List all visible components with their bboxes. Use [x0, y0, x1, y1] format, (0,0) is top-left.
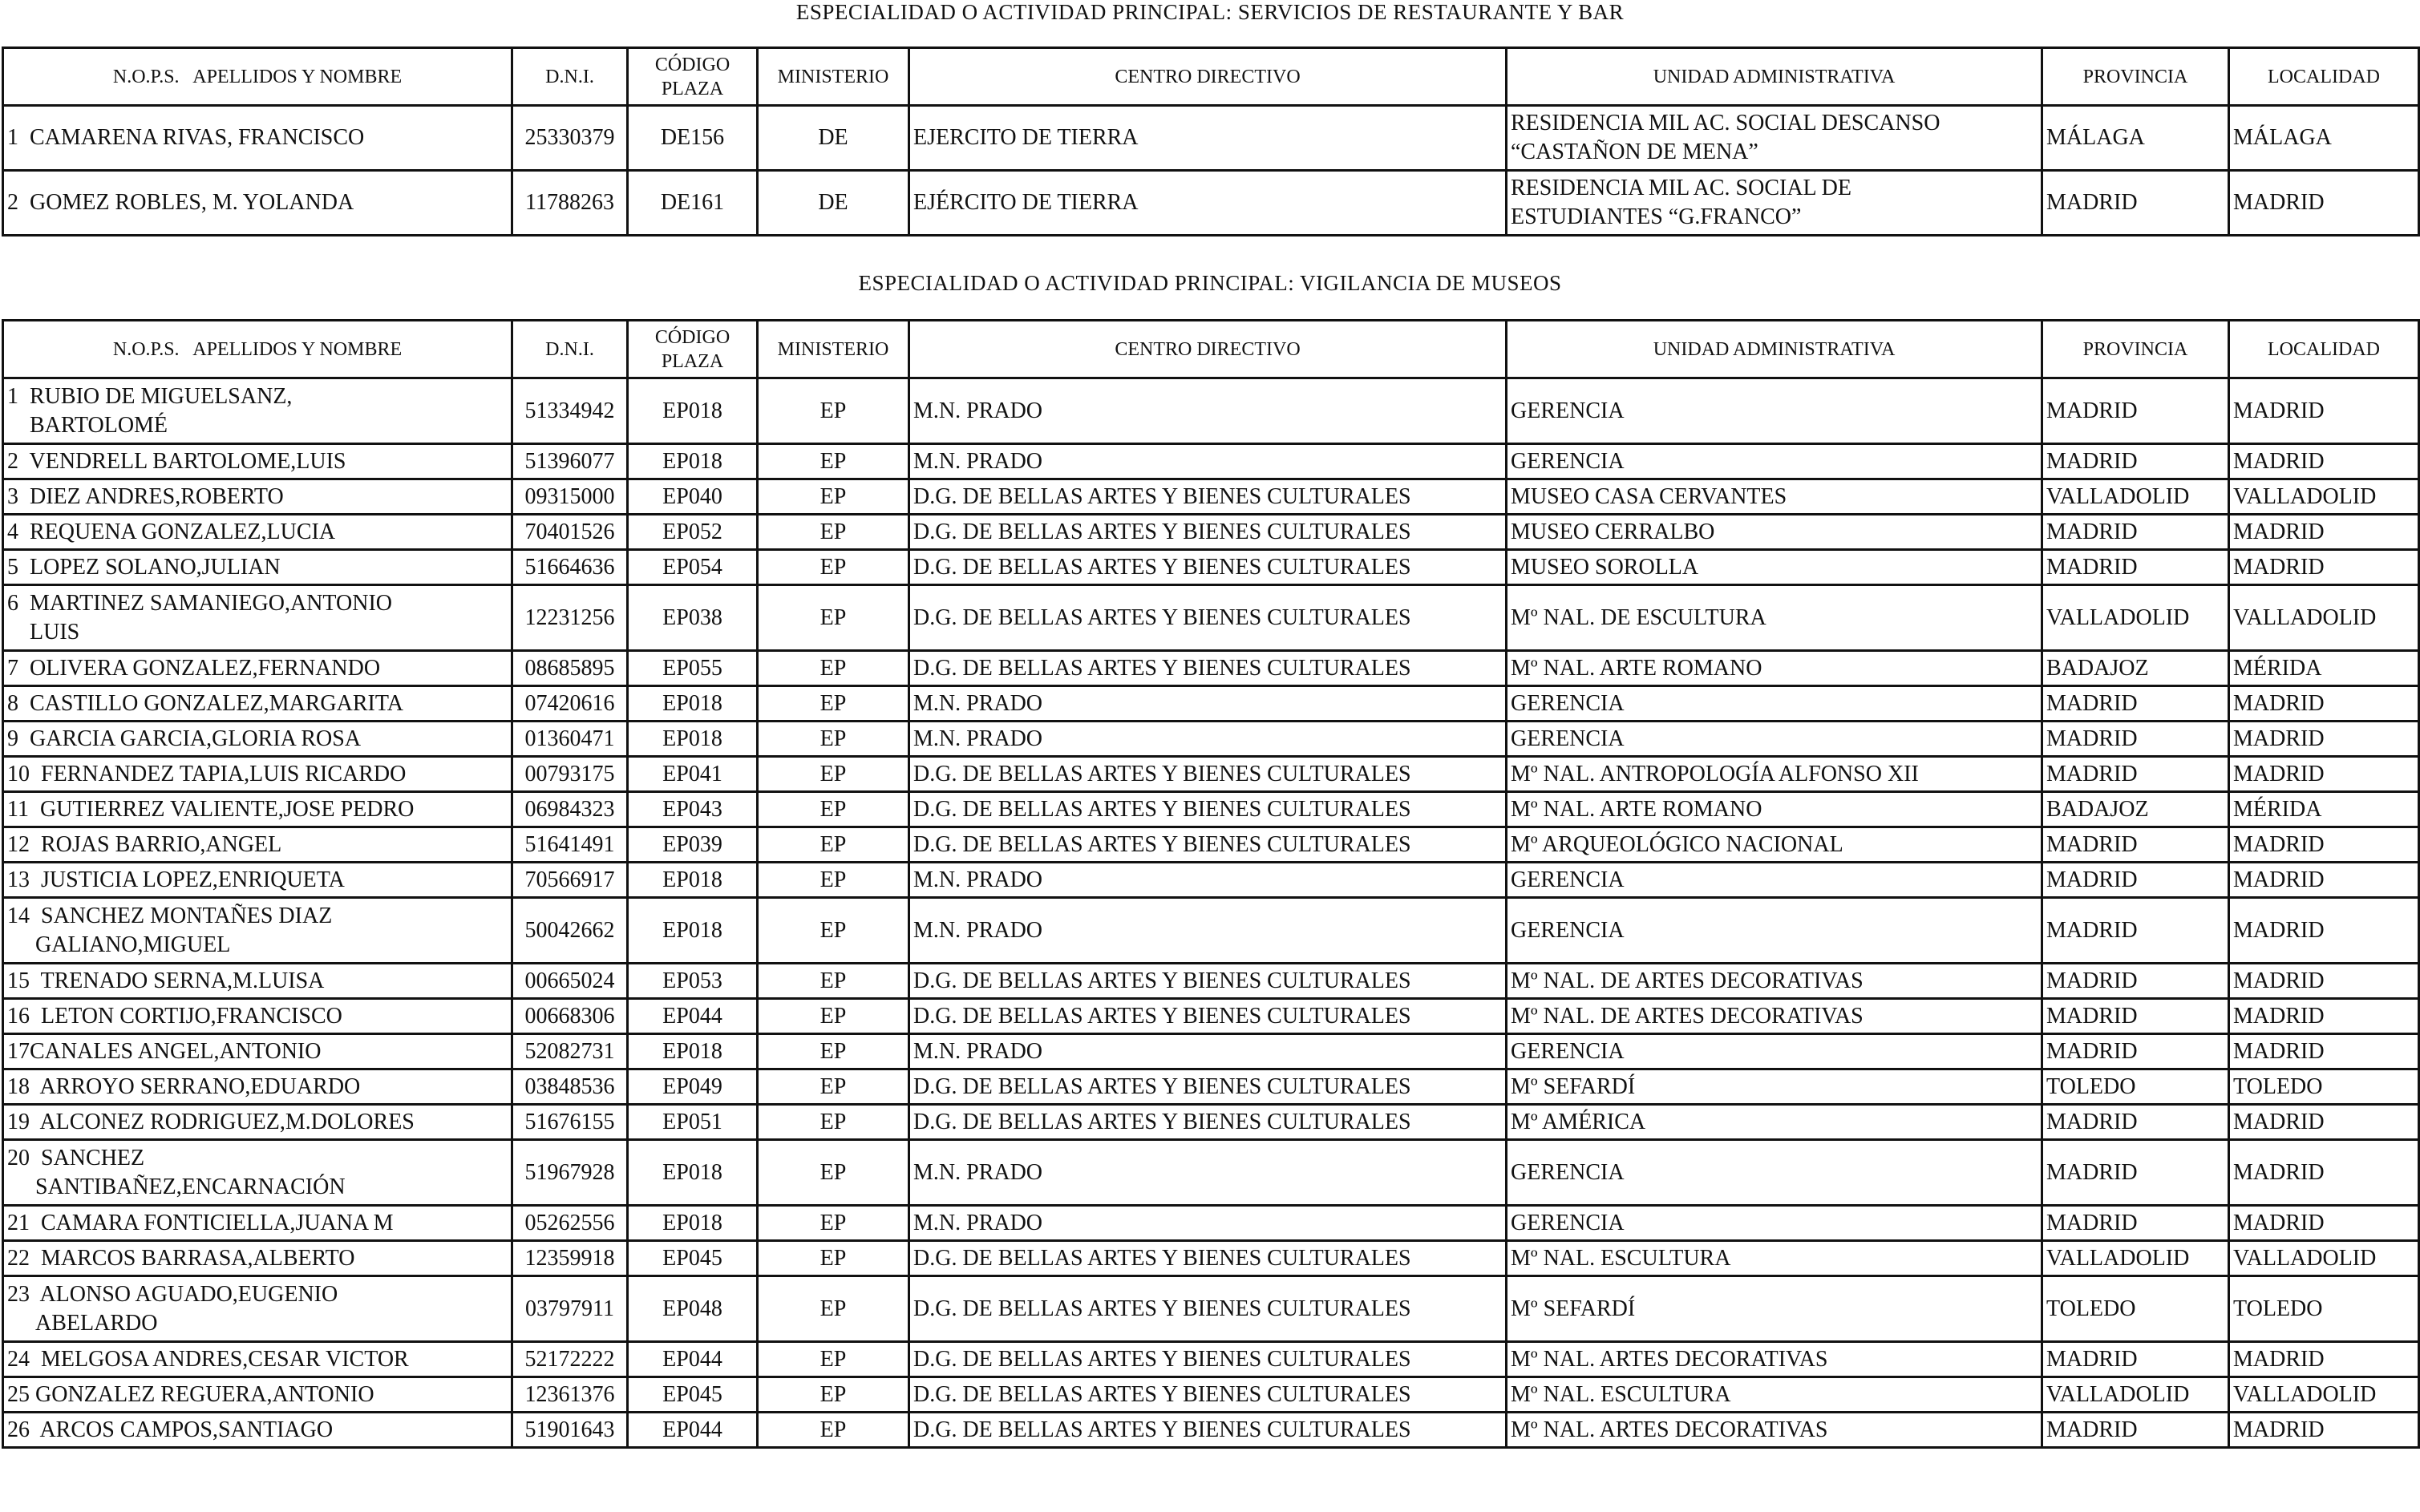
cell-codigo: EP018 [628, 898, 758, 964]
cell-dni: 12231256 [512, 585, 628, 651]
cell-centro: M.N. PRADO [909, 686, 1507, 722]
cell-provincia: VALLADOLID [2042, 479, 2229, 515]
cell-localidad: VALLADOLID [2229, 479, 2419, 515]
cell-ministerio: EP [758, 1413, 909, 1448]
cell-ministerio: DE [758, 106, 909, 171]
cell-provincia: BADAJOZ [2042, 651, 2229, 686]
cell-provincia: MADRID [2042, 1413, 2229, 1448]
cell-unidad: Mº SEFARDÍ [1507, 1276, 2042, 1342]
cell-codigo: EP055 [628, 651, 758, 686]
table-row [3, 1069, 2419, 1105]
cell-centro: D.G. DE BELLAS ARTES Y BIENES CULTURALES [909, 651, 1507, 686]
cell-unidad: Mº NAL. ARTES DECORATIVAS [1507, 1413, 2042, 1448]
cell-localidad: MADRID [2229, 827, 2419, 863]
cell-dni: 51396077 [512, 444, 628, 479]
cell-provincia: MADRID [2042, 722, 2229, 757]
cell-ministerio: EP [758, 999, 909, 1034]
table-row [3, 1377, 2419, 1413]
cell-provincia: BADAJOZ [2042, 792, 2229, 827]
cell-codigo: EP044 [628, 1413, 758, 1448]
header-codigo-plaza: CÓDIGO PLAZA [628, 48, 758, 106]
cell-codigo: EP018 [628, 863, 758, 898]
cell-codigo: EP045 [628, 1241, 758, 1276]
cell-localidad: MÉRIDA [2229, 651, 2419, 686]
cell-name: 24 MELGOSA ANDRES,CESAR VICTOR [3, 1342, 512, 1377]
table-row [3, 1241, 2419, 1276]
cell-localidad: MADRID [2229, 1140, 2419, 1206]
cell-codigo: EP018 [628, 1206, 758, 1241]
cell-dni: 00665024 [512, 964, 628, 999]
cell-centro: EJERCITO DE TIERRA [909, 106, 1507, 171]
cell-centro: M.N. PRADO [909, 444, 1507, 479]
cell-ministerio: EP [758, 1206, 909, 1241]
header-unidad-administrativa: UNIDAD ADMINISTRATIVA [1507, 48, 2042, 106]
cell-name: 14 SANCHEZ MONTAÑES DIAZ GALIANO,MIGUEL [3, 898, 512, 964]
cell-localidad: TOLEDO [2229, 1276, 2419, 1342]
cell-localidad: MÉRIDA [2229, 792, 2419, 827]
cell-codigo: EP045 [628, 1377, 758, 1413]
cell-unidad: Mº NAL. DE ARTES DECORATIVAS [1507, 964, 2042, 999]
cell-dni: 01360471 [512, 722, 628, 757]
cell-ministerio: EP [758, 378, 909, 444]
cell-codigo: DE161 [628, 171, 758, 236]
cell-unidad: RESIDENCIA MIL AC. SOCIAL DESCANSO “CASTAÑON DE MENA” [1507, 106, 2042, 171]
cell-centro: D.G. DE BELLAS ARTES Y BIENES CULTURALES [909, 1413, 1507, 1448]
cell-provincia: MADRID [2042, 686, 2229, 722]
cell-localidad: MADRID [2229, 686, 2419, 722]
header-ministerio: MINISTERIO [758, 321, 909, 378]
cell-name: 3 DIEZ ANDRES,ROBERTO [3, 479, 512, 515]
table-row [3, 550, 2419, 585]
cell-name: 2 VENDRELL BARTOLOME,LUIS [3, 444, 512, 479]
cell-dni: 51334942 [512, 378, 628, 444]
cell-provincia: MADRID [2042, 515, 2229, 550]
cell-provincia: MADRID [2042, 550, 2229, 585]
cell-localidad: MADRID [2229, 444, 2419, 479]
cell-ministerio: EP [758, 1377, 909, 1413]
cell-unidad: GERENCIA [1507, 1034, 2042, 1069]
table-row [3, 1342, 2419, 1377]
cell-unidad: GERENCIA [1507, 863, 2042, 898]
cell-dni: 09315000 [512, 479, 628, 515]
table-row [3, 999, 2419, 1034]
cell-dni: 25330379 [512, 106, 628, 171]
cell-ministerio: EP [758, 792, 909, 827]
cell-centro: D.G. DE BELLAS ARTES Y BIENES CULTURALES [909, 585, 1507, 651]
cell-unidad: GERENCIA [1507, 1140, 2042, 1206]
cell-codigo: EP018 [628, 378, 758, 444]
cell-ministerio: EP [758, 550, 909, 585]
cell-unidad: MUSEO CERRALBO [1507, 515, 2042, 550]
cell-centro: D.G. DE BELLAS ARTES Y BIENES CULTURALES [909, 1069, 1507, 1105]
cell-localidad: MADRID [2229, 999, 2419, 1034]
cell-unidad: GERENCIA [1507, 898, 2042, 964]
cell-name: 22 MARCOS BARRASA,ALBERTO [3, 1241, 512, 1276]
table-row [3, 106, 2419, 171]
table-row [3, 827, 2419, 863]
table-row [3, 1206, 2419, 1241]
cell-dni: 00668306 [512, 999, 628, 1034]
cell-centro: M.N. PRADO [909, 722, 1507, 757]
cell-name: 17CANALES ANGEL,ANTONIO [3, 1034, 512, 1069]
cell-centro: D.G. DE BELLAS ARTES Y BIENES CULTURALES [909, 757, 1507, 792]
cell-dni: 07420616 [512, 686, 628, 722]
cell-centro: EJÉRCITO DE TIERRA [909, 171, 1507, 236]
cell-name: 1 CAMARENA RIVAS, FRANCISCO [3, 106, 512, 171]
cell-provincia: MADRID [2042, 999, 2229, 1034]
cell-dni: 11788263 [512, 171, 628, 236]
cell-dni: 70401526 [512, 515, 628, 550]
cell-codigo: EP053 [628, 964, 758, 999]
cell-provincia: MADRID [2042, 898, 2229, 964]
cell-localidad: VALLADOLID [2229, 1377, 2419, 1413]
cell-centro: D.G. DE BELLAS ARTES Y BIENES CULTURALES [909, 1377, 1507, 1413]
table-row [3, 792, 2419, 827]
cell-unidad: RESIDENCIA MIL AC. SOCIAL DE ESTUDIANTES “G.FRANCO” [1507, 171, 2042, 236]
cell-dni: 03797911 [512, 1276, 628, 1342]
table-header-row [3, 48, 2419, 106]
cell-ministerio: EP [758, 515, 909, 550]
cell-localidad: VALLADOLID [2229, 585, 2419, 651]
cell-dni: 00793175 [512, 757, 628, 792]
cell-provincia: MADRID [2042, 964, 2229, 999]
cell-localidad: MÁLAGA [2229, 106, 2419, 171]
cell-name: 9 GARCIA GARCIA,GLORIA ROSA [3, 722, 512, 757]
cell-unidad: GERENCIA [1507, 686, 2042, 722]
cell-dni: 03848536 [512, 1069, 628, 1105]
table-row [3, 171, 2419, 236]
cell-provincia: MADRID [2042, 1105, 2229, 1140]
cell-dni: 51967928 [512, 1140, 628, 1206]
cell-ministerio: DE [758, 171, 909, 236]
cell-dni: 52082731 [512, 1034, 628, 1069]
cell-centro: M.N. PRADO [909, 378, 1507, 444]
cell-ministerio: EP [758, 1276, 909, 1342]
table-row [3, 515, 2419, 550]
cell-localidad: MADRID [2229, 171, 2419, 236]
cell-provincia: MADRID [2042, 757, 2229, 792]
cell-dni: 70566917 [512, 863, 628, 898]
cell-ministerio: EP [758, 444, 909, 479]
cell-unidad: GERENCIA [1507, 722, 2042, 757]
header-centro-directivo: CENTRO DIRECTIVO [909, 48, 1507, 106]
cell-dni: 12361376 [512, 1377, 628, 1413]
cell-centro: D.G. DE BELLAS ARTES Y BIENES CULTURALES [909, 964, 1507, 999]
cell-localidad: VALLADOLID [2229, 1241, 2419, 1276]
cell-centro: D.G. DE BELLAS ARTES Y BIENES CULTURALES [909, 1241, 1507, 1276]
cell-provincia: VALLADOLID [2042, 585, 2229, 651]
cell-provincia: MADRID [2042, 1140, 2229, 1206]
cell-codigo: EP052 [628, 515, 758, 550]
cell-centro: D.G. DE BELLAS ARTES Y BIENES CULTURALES [909, 479, 1507, 515]
cell-unidad: GERENCIA [1507, 1206, 2042, 1241]
cell-ministerio: EP [758, 1241, 909, 1276]
header-provincia: PROVINCIA [2042, 321, 2229, 378]
cell-unidad: Mº NAL. ANTROPOLOGÍA ALFONSO XII [1507, 757, 2042, 792]
cell-name: 11 GUTIERREZ VALIENTE,JOSE PEDRO [3, 792, 512, 827]
cell-ministerio: EP [758, 964, 909, 999]
cell-name: 6 MARTINEZ SAMANIEGO,ANTONIO LUIS [3, 585, 512, 651]
cell-localidad: MADRID [2229, 722, 2419, 757]
cell-name: 8 CASTILLO GONZALEZ,MARGARITA [3, 686, 512, 722]
section-title-vigilancia: ESPECIALIDAD O ACTIVIDAD PRINCIPAL: VIGILANCIA DE MUSEOS [858, 271, 1562, 295]
header-unidad-administrativa: UNIDAD ADMINISTRATIVA [1507, 321, 2042, 378]
cell-codigo: DE156 [628, 106, 758, 171]
cell-unidad: Mº NAL. ARTE ROMANO [1507, 792, 2042, 827]
cell-provincia: MADRID [2042, 1034, 2229, 1069]
header-codigo-plaza: CÓDIGO PLAZA [628, 321, 758, 378]
table-row [3, 651, 2419, 686]
cell-unidad: GERENCIA [1507, 378, 2042, 444]
cell-localidad: TOLEDO [2229, 1069, 2419, 1105]
cell-provincia: MADRID [2042, 1342, 2229, 1377]
cell-ministerio: EP [758, 863, 909, 898]
cell-dni: 05262556 [512, 1206, 628, 1241]
cell-codigo: EP018 [628, 444, 758, 479]
cell-provincia: MÁLAGA [2042, 106, 2229, 171]
cell-localidad: MADRID [2229, 1342, 2419, 1377]
cell-ministerio: EP [758, 686, 909, 722]
table-row [3, 686, 2419, 722]
cell-localidad: MADRID [2229, 550, 2419, 585]
cell-centro: D.G. DE BELLAS ARTES Y BIENES CULTURALES [909, 550, 1507, 585]
table-row [3, 1276, 2419, 1342]
cell-localidad: MADRID [2229, 863, 2419, 898]
header-dni: D.N.I. [512, 321, 628, 378]
cell-centro: D.G. DE BELLAS ARTES Y BIENES CULTURALES [909, 827, 1507, 863]
cell-name: 18 ARROYO SERRANO,EDUARDO [3, 1069, 512, 1105]
cell-unidad: GERENCIA [1507, 444, 2042, 479]
cell-dni: 51641491 [512, 827, 628, 863]
cell-unidad: Mº AMÉRICA [1507, 1105, 2042, 1140]
cell-centro: D.G. DE BELLAS ARTES Y BIENES CULTURALES [909, 1105, 1507, 1140]
cell-provincia: TOLEDO [2042, 1069, 2229, 1105]
cell-name: 15 TRENADO SERNA,M.LUISA [3, 964, 512, 999]
cell-name: 26 ARCOS CAMPOS,SANTIAGO [3, 1413, 512, 1448]
cell-unidad: Mº NAL. ESCULTURA [1507, 1377, 2042, 1413]
cell-dni: 51676155 [512, 1105, 628, 1140]
cell-centro: M.N. PRADO [909, 1034, 1507, 1069]
cell-localidad: MADRID [2229, 515, 2419, 550]
cell-localidad: MADRID [2229, 898, 2419, 964]
cell-codigo: EP018 [628, 1140, 758, 1206]
cell-localidad: MADRID [2229, 1206, 2419, 1241]
table-row [3, 378, 2419, 444]
cell-ministerio: EP [758, 1069, 909, 1105]
table-row [3, 1105, 2419, 1140]
header-localidad: LOCALIDAD [2229, 321, 2419, 378]
cell-centro: D.G. DE BELLAS ARTES Y BIENES CULTURALES [909, 1342, 1507, 1377]
cell-centro: D.G. DE BELLAS ARTES Y BIENES CULTURALES [909, 999, 1507, 1034]
cell-unidad: MUSEO CASA CERVANTES [1507, 479, 2042, 515]
header-provincia: PROVINCIA [2042, 48, 2229, 106]
cell-unidad: Mº NAL. ARTES DECORATIVAS [1507, 1342, 2042, 1377]
cell-name: 7 OLIVERA GONZALEZ,FERNANDO [3, 651, 512, 686]
cell-unidad: Mº NAL. DE ARTES DECORATIVAS [1507, 999, 2042, 1034]
cell-ministerio: EP [758, 479, 909, 515]
cell-name: 20 SANCHEZ SANTIBAÑEZ,ENCARNACIÓN [3, 1140, 512, 1206]
cell-unidad: Mº ARQUEOLÓGICO NACIONAL [1507, 827, 2042, 863]
cell-ministerio: EP [758, 722, 909, 757]
cell-dni: 52172222 [512, 1342, 628, 1377]
cell-unidad: Mº SEFARDÍ [1507, 1069, 2042, 1105]
cell-ministerio: EP [758, 585, 909, 651]
table-row [3, 898, 2419, 964]
cell-name: 13 JUSTICIA LOPEZ,ENRIQUETA [3, 863, 512, 898]
section-title-restaurante: ESPECIALIDAD O ACTIVIDAD PRINCIPAL: SERVICIOS DE RESTAURANTE Y BAR [795, 0, 1625, 24]
cell-localidad: MADRID [2229, 1034, 2419, 1069]
cell-codigo: EP044 [628, 1342, 758, 1377]
table-row [3, 585, 2419, 651]
table-row [3, 757, 2419, 792]
cell-ministerio: EP [758, 757, 909, 792]
cell-centro: M.N. PRADO [909, 863, 1507, 898]
cell-centro: D.G. DE BELLAS ARTES Y BIENES CULTURALES [909, 1276, 1507, 1342]
cell-localidad: MADRID [2229, 1105, 2419, 1140]
cell-codigo: EP044 [628, 999, 758, 1034]
cell-centro: D.G. DE BELLAS ARTES Y BIENES CULTURALES [909, 792, 1507, 827]
header-apellidos-nombre: N.O.P.S. APELLIDOS Y NOMBRE [3, 321, 512, 378]
table-restaurante-bar [2, 46, 2420, 237]
cell-dni: 51901643 [512, 1413, 628, 1448]
cell-provincia: MADRID [2042, 378, 2229, 444]
cell-codigo: EP038 [628, 585, 758, 651]
cell-codigo: EP018 [628, 722, 758, 757]
table-row [3, 444, 2419, 479]
cell-dni: 51664636 [512, 550, 628, 585]
cell-provincia: MADRID [2042, 171, 2229, 236]
cell-centro: M.N. PRADO [909, 1140, 1507, 1206]
cell-name: 5 LOPEZ SOLANO,JULIAN [3, 550, 512, 585]
table-row [3, 1413, 2419, 1448]
cell-provincia: MADRID [2042, 1206, 2229, 1241]
header-centro-directivo: CENTRO DIRECTIVO [909, 321, 1507, 378]
cell-provincia: TOLEDO [2042, 1276, 2229, 1342]
header-ministerio: MINISTERIO [758, 48, 909, 106]
cell-ministerio: EP [758, 1342, 909, 1377]
cell-dni: 50042662 [512, 898, 628, 964]
cell-localidad: MADRID [2229, 757, 2419, 792]
cell-unidad: MUSEO SOROLLA [1507, 550, 2042, 585]
cell-dni: 08685895 [512, 651, 628, 686]
header-dni: D.N.I. [512, 48, 628, 106]
header-apellidos-nombre: N.O.P.S. APELLIDOS Y NOMBRE [3, 48, 512, 106]
table-header-row [3, 321, 2419, 378]
cell-centro: M.N. PRADO [909, 898, 1507, 964]
cell-unidad: Mº NAL. DE ESCULTURA [1507, 585, 2042, 651]
cell-ministerio: EP [758, 827, 909, 863]
cell-name: 10 FERNANDEZ TAPIA,LUIS RICARDO [3, 757, 512, 792]
table-row [3, 964, 2419, 999]
cell-name: 16 LETON CORTIJO,FRANCISCO [3, 999, 512, 1034]
cell-unidad: Mº NAL. ARTE ROMANO [1507, 651, 2042, 686]
cell-localidad: MADRID [2229, 378, 2419, 444]
cell-codigo: EP018 [628, 686, 758, 722]
cell-name: 4 REQUENA GONZALEZ,LUCIA [3, 515, 512, 550]
table-row [3, 722, 2419, 757]
cell-codigo: EP018 [628, 1034, 758, 1069]
cell-name: 1 RUBIO DE MIGUELSANZ, BARTOLOMÉ [3, 378, 512, 444]
cell-name: 23 ALONSO AGUADO,EUGENIO ABELARDO [3, 1276, 512, 1342]
cell-provincia: MADRID [2042, 863, 2229, 898]
table-row [3, 1140, 2419, 1206]
cell-codigo: EP051 [628, 1105, 758, 1140]
cell-localidad: MADRID [2229, 964, 2419, 999]
cell-name: 2 GOMEZ ROBLES, M. YOLANDA [3, 171, 512, 236]
table-row [3, 1034, 2419, 1069]
cell-centro: M.N. PRADO [909, 1206, 1507, 1241]
cell-dni: 12359918 [512, 1241, 628, 1276]
cell-name: 25 GONZALEZ REGUERA,ANTONIO [3, 1377, 512, 1413]
cell-codigo: EP048 [628, 1276, 758, 1342]
cell-name: 12 ROJAS BARRIO,ANGEL [3, 827, 512, 863]
cell-ministerio: EP [758, 1105, 909, 1140]
cell-ministerio: EP [758, 1034, 909, 1069]
cell-unidad: Mº NAL. ESCULTURA [1507, 1241, 2042, 1276]
cell-name: 19 ALCONEZ RODRIGUEZ,M.DOLORES [3, 1105, 512, 1140]
cell-name: 21 CAMARA FONTICIELLA,JUANA M [3, 1206, 512, 1241]
table-row [3, 863, 2419, 898]
cell-provincia: VALLADOLID [2042, 1377, 2229, 1413]
cell-codigo: EP039 [628, 827, 758, 863]
table-row [3, 479, 2419, 515]
cell-codigo: EP049 [628, 1069, 758, 1105]
cell-centro: D.G. DE BELLAS ARTES Y BIENES CULTURALES [909, 515, 1507, 550]
cell-ministerio: EP [758, 1140, 909, 1206]
cell-codigo: EP054 [628, 550, 758, 585]
cell-codigo: EP041 [628, 757, 758, 792]
cell-provincia: MADRID [2042, 827, 2229, 863]
cell-codigo: EP040 [628, 479, 758, 515]
cell-ministerio: EP [758, 651, 909, 686]
header-localidad: LOCALIDAD [2229, 48, 2419, 106]
table-vigilancia-museos [2, 319, 2420, 1449]
cell-provincia: MADRID [2042, 444, 2229, 479]
cell-dni: 06984323 [512, 792, 628, 827]
cell-localidad: MADRID [2229, 1413, 2419, 1448]
cell-codigo: EP043 [628, 792, 758, 827]
cell-ministerio: EP [758, 898, 909, 964]
cell-provincia: VALLADOLID [2042, 1241, 2229, 1276]
